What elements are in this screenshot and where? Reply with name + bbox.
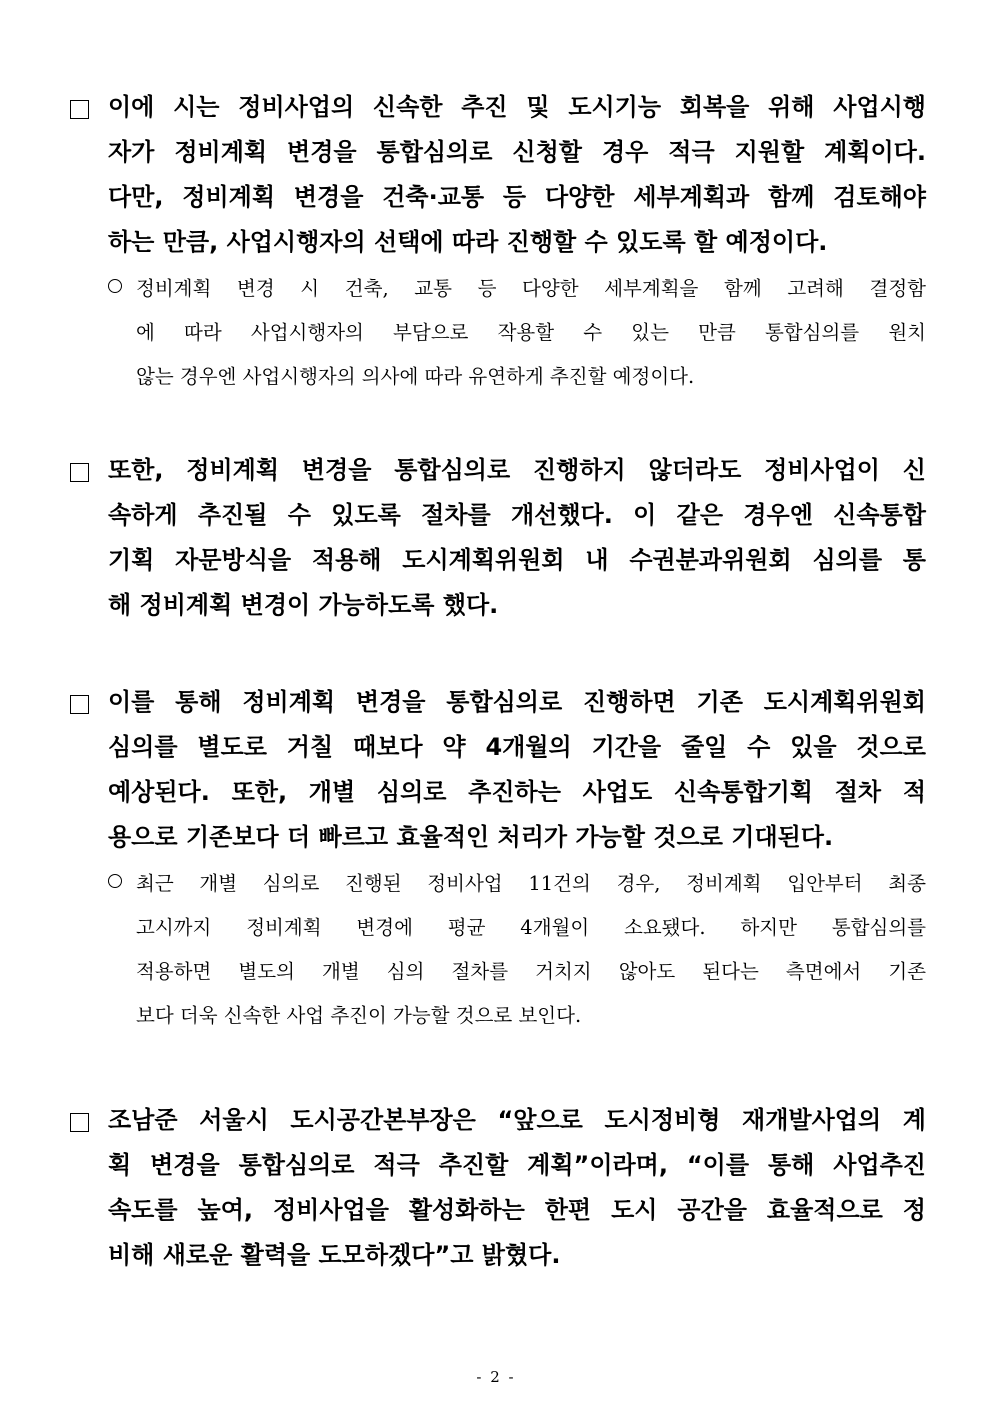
paragraph-line: 획 변경을 통합심의로 적극 추진할 계획”이라며, “이를 통해 사업추진	[108, 1151, 926, 1179]
sub-paragraph-line: 고시까지 정비계획 변경에 평균 4개월이 소요됐다. 하지만 통합심의를	[136, 916, 926, 939]
checkbox-bullet-icon	[70, 100, 89, 119]
paragraph-line: 속도를 높여, 정비사업을 활성화하는 한편 도시 공간을 효율적으로 정	[108, 1196, 926, 1224]
sub-paragraph-line: 적용하면 별도의 개별 심의 절차를 거치지 않아도 된다는 측면에서 기존	[136, 960, 926, 983]
paragraph-line: 속하게 추진될 수 있도록 절차를 개선했다. 이 같은 경우엔 신속통합	[108, 501, 926, 529]
section-4	[64, 1098, 926, 1278]
section-1	[64, 85, 926, 399]
paragraph-line: 심의를 별도로 거칠 때보다 약 4개월의 기간을 줄일 수 있을 것으로	[108, 733, 926, 761]
sub-paragraph-line: 정비계획 변경 시 건축, 교통 등 다양한 세부계획을 함께 고려해 결정함	[136, 277, 926, 300]
sub-paragraph-line: 않는 경우엔 사업시행자의 의사에 따라 유연하게 추진할 예정이다.	[136, 365, 695, 388]
circle-bullet-icon	[108, 279, 122, 293]
paragraph-line: 해 정비계획 변경이 가능하도록 했다.	[108, 591, 499, 619]
paragraph-line: 용으로 기존보다 더 빠르고 효율적인 처리가 가능할 것으로 기대된다.	[108, 823, 834, 851]
paragraph	[64, 680, 926, 860]
paragraph-line: 이를 통해 정비계획 변경을 통합심의로 진행하면 기존 도시계획위원회	[108, 688, 926, 716]
paragraph-line: 자가 정비계획 변경을 통합심의로 신청할 경우 적극 지원할 계획이다.	[108, 138, 926, 166]
checkbox-bullet-icon	[70, 463, 89, 482]
paragraph-line: 다만, 정비계획 변경을 건축·교통 등 다양한 세부계획과 함께 검토해야	[108, 183, 926, 211]
sub-paragraph-line: 보다 더욱 신속한 사업 추진이 가능할 것으로 보인다.	[136, 1004, 582, 1027]
sub-paragraph	[64, 862, 926, 1038]
sub-paragraph	[64, 267, 926, 399]
paragraph	[64, 1098, 926, 1278]
checkbox-bullet-icon	[70, 695, 89, 714]
section-2	[64, 448, 926, 628]
paragraph-line: 비해 새로운 활력을 도모하겠다”고 밝혔다.	[108, 1241, 561, 1269]
paragraph-line: 예상된다. 또한, 개별 심의로 추진하는 사업도 신속통합기획 절차 적	[108, 778, 926, 806]
paragraph	[64, 85, 926, 265]
page-number: - 2 -	[476, 1368, 516, 1386]
paragraph	[64, 448, 926, 628]
section-3	[64, 680, 926, 1038]
paragraph-line: 기획 자문방식을 적용해 도시계획위원회 내 수권분과위원회 심의를 통	[108, 546, 926, 574]
sub-paragraph-line: 에 따라 사업시행자의 부담으로 작용할 수 있는 만큼 통합심의를 원치	[136, 321, 926, 344]
paragraph-line: 하는 만큼, 사업시행자의 선택에 따라 진행할 수 있도록 할 예정이다.	[108, 228, 828, 256]
sub-paragraph-line: 최근 개별 심의로 진행된 정비사업 11건의 경우, 정비계획 입안부터 최종	[136, 872, 926, 895]
paragraph-line: 또한, 정비계획 변경을 통합심의로 진행하지 않더라도 정비사업이 신	[108, 456, 926, 484]
circle-bullet-icon	[108, 874, 122, 888]
paragraph-line: 이에 시는 정비사업의 신속한 추진 및 도시기능 회복을 위해 사업시행	[108, 93, 926, 121]
paragraph-line: 조남준 서울시 도시공간본부장은 “앞으로 도시정비형 재개발사업의 계	[108, 1106, 926, 1134]
checkbox-bullet-icon	[70, 1113, 89, 1132]
